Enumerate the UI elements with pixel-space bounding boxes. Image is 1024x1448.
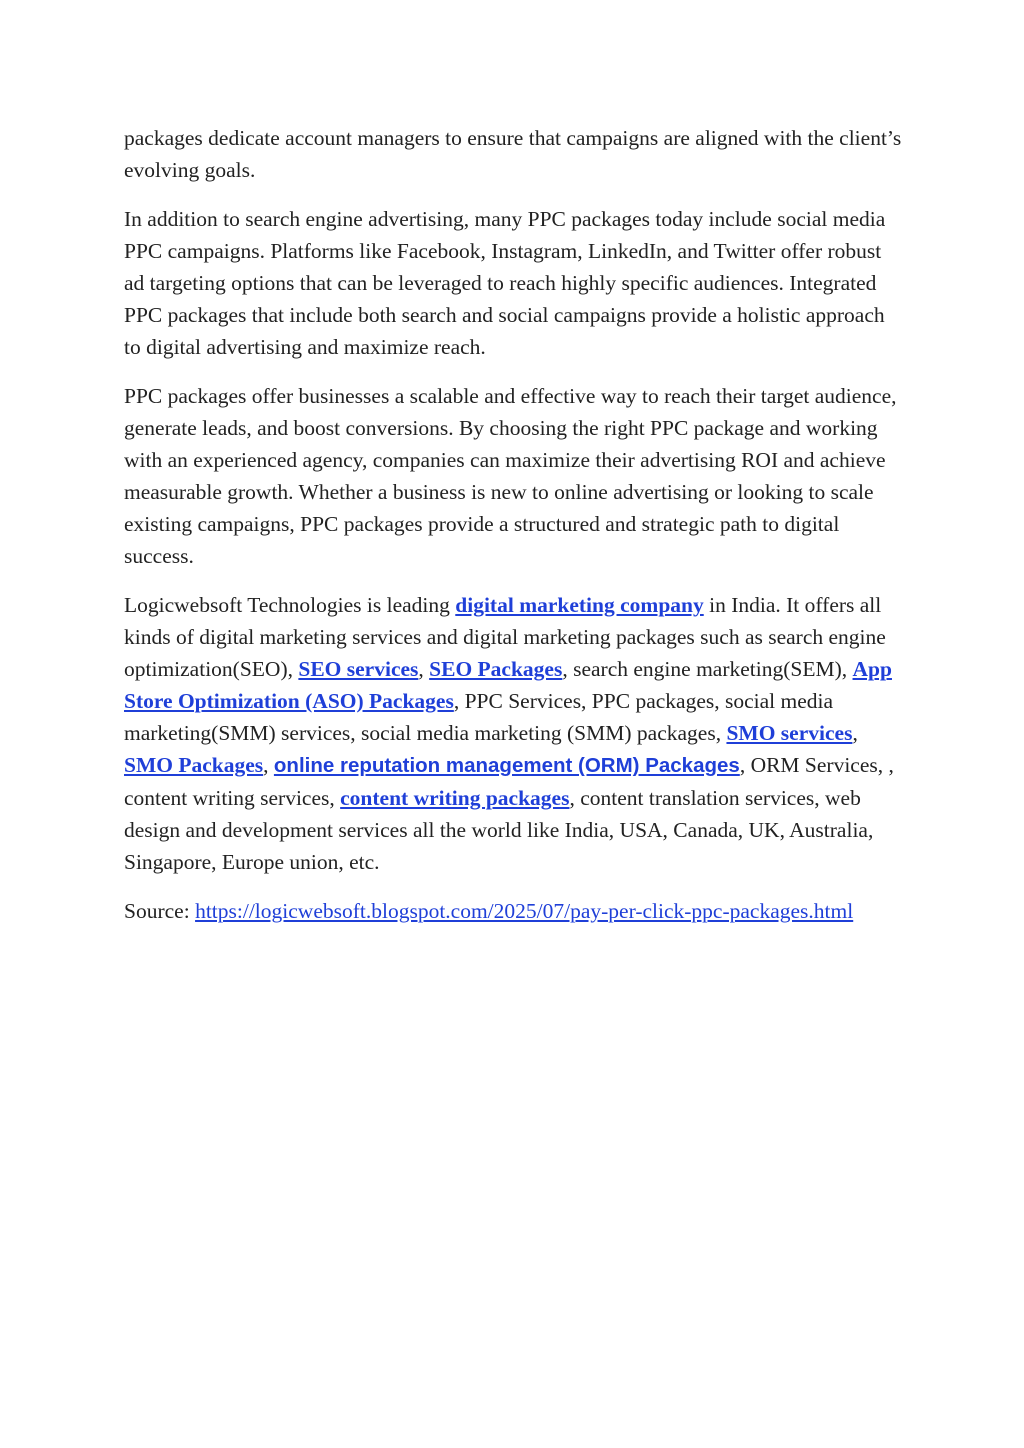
paragraph-account-managers xyxy=(124,122,904,186)
link-digital-marketing-company[interactable]: digital marketing company xyxy=(455,593,704,617)
link-smo-services[interactable]: SMO services xyxy=(726,721,853,745)
link-orm-packages[interactable]: online reputation management (ORM) Packages xyxy=(273,754,740,777)
paragraph-logicwebsoft xyxy=(124,589,904,878)
source-label: Source: xyxy=(124,899,190,923)
paragraph-text: , content translation services, web design and development services all the world like India, USA, Canada, UK, Australia, Singapore, Europe union, etc. xyxy=(124,786,874,874)
paragraph-text: in India. It offers all kinds of digital marketing services and digital marketing packages such as search engine optimization(SEO), xyxy=(124,593,886,681)
paragraph-text: , xyxy=(418,657,430,681)
source-url-link[interactable]: https://logicwebsoft.blogspot.com/2025/07/pay-per-click-ppc-packages.html xyxy=(195,899,854,923)
paragraph-ppc-benefits xyxy=(124,380,904,572)
paragraph-text: , xyxy=(263,753,274,777)
paragraph-text: Logicwebsoft Technologies is leading xyxy=(124,593,456,617)
link-smo-packages[interactable]: SMO Packages xyxy=(124,753,264,777)
document-page xyxy=(124,122,904,944)
link-seo-packages[interactable]: SEO Packages xyxy=(429,657,563,681)
source-line xyxy=(124,895,904,927)
paragraph-text: packages dedicate account managers to ensure that campaigns are aligned with the client’s evolving goals. xyxy=(124,126,902,182)
link-aso-packages[interactable]: App Store Optimization (ASO) Packages xyxy=(124,657,892,713)
paragraph-social-media-ppc xyxy=(124,203,904,363)
paragraph-text: In addition to search engine advertising, many PPC packages today include social media PPC campaigns. Platforms like Facebook, Instagram, LinkedIn, and Twitter offer robust ad targeting options that can be leveraged to reach highly specific audiences. Integrated PPC packages that include both search and social campaigns provide a holistic approach to digital advertising and maximize reach. xyxy=(124,207,886,359)
paragraph-text: , PPC Services, PPC packages, social media marketing(SMM) services, social media marketing (SMM) packages, xyxy=(124,689,834,745)
paragraph-text: , ORM Services, , content writing services, xyxy=(124,753,894,810)
paragraph-text: PPC packages offer businesses a scalable and effective way to reach their target audience, generate leads, and boost conversions. By choosing the right PPC package and working with an experienced agency, companies can maximize their advertising ROI and achieve measurable growth. Whether a business is new to online advertising or looking to scale existing campaigns, PPC packages provide a structured and strategic path to digital success. xyxy=(124,384,897,568)
link-content-writing-packages[interactable]: content writing packages xyxy=(340,786,570,810)
link-seo-services[interactable]: SEO services xyxy=(298,657,419,681)
paragraph-text: , search engine marketing(SEM), xyxy=(562,657,853,681)
paragraph-text: , xyxy=(852,721,858,745)
